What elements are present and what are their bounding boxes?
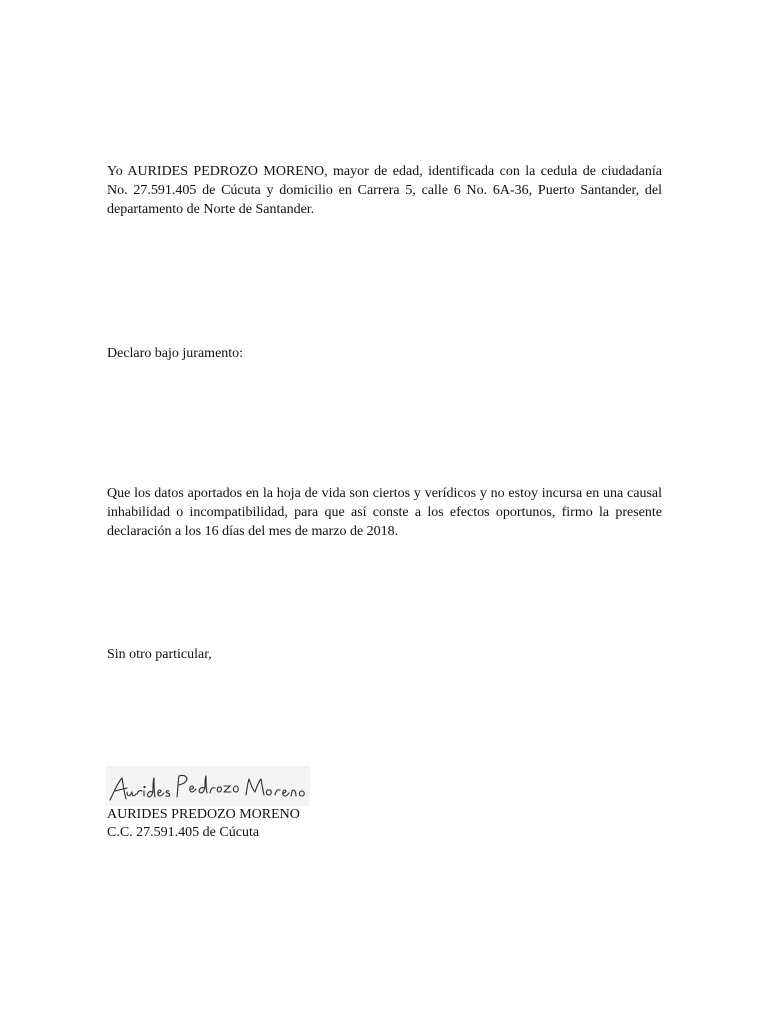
closing-paragraph: Sin otro particular, <box>107 647 212 662</box>
signer-id: C.C. 27.591.405 de Cúcuta <box>107 825 260 840</box>
intro-paragraph: Yo AURIDES PEDROZO MORENO, mayor de edad, identificada con la cedula de ciudadanía No. 27.591.405 de Cúcuta y domicilio en Carrera 5, calle 6 No. 6A-36, Puerto Santander, del departamento de Norte de Santander. <box>107 164 662 217</box>
handwritten-signature <box>106 766 310 806</box>
signature-image <box>106 766 310 806</box>
declaration-heading: Declaro bajo juramento: <box>107 346 244 361</box>
signer-name: AURIDES PREDOZO MORENO <box>107 807 300 822</box>
statement-paragraph: Que los datos aportados en la hoja de vida son ciertos y verídicos y no estoy incursa en una causal inhabilidad o incompatibilidad, para que así conste a los efectos oportunos, firmo la presente declaración a los 16 días del mes de marzo de 2018. <box>107 486 662 539</box>
